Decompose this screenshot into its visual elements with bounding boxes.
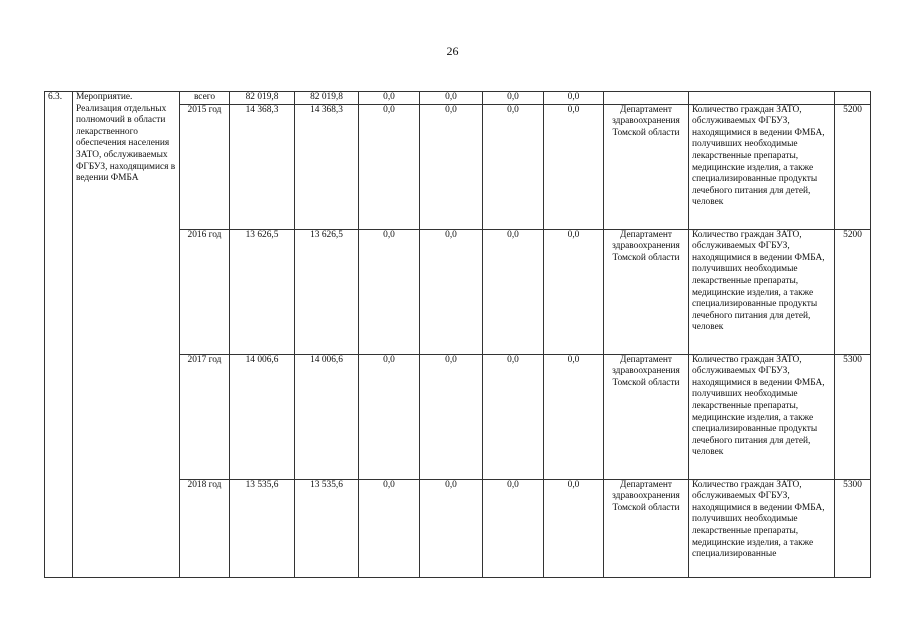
row-index: 6.3. — [45, 92, 73, 578]
year-label: 2018 год — [180, 479, 230, 577]
indicator-cell — [689, 354, 835, 479]
amount-cell: 14 368,3 — [230, 104, 295, 229]
total-cell: 0,0 — [544, 92, 604, 105]
indicator-text: Количество граждан ЗАТО, обслуживаемых ФГБУЗ, находящимися в ведении ФМБА, получивших необходимые лекарственные препараты, медицинские изделия, а также специализированные продукты лечебного питания для детей, человек — [692, 354, 825, 458]
amount-cell: 0,0 — [420, 229, 483, 354]
amount-cell: 13 626,5 — [295, 229, 359, 354]
indicator-text: Количество граждан ЗАТО, обслуживаемых ФГБУЗ, находящимися в ведении ФМБА, получивших необходимые лекарственные препараты, медицинские изделия, а также специализированные продукты лечебного питания для детей, человек — [692, 104, 825, 208]
executor-cell: Департамент здравоохранения Томской области — [604, 479, 689, 577]
amount-cell: 0,0 — [359, 104, 420, 229]
year-label: 2016 год — [180, 229, 230, 354]
amount-cell: 0,0 — [359, 229, 420, 354]
amount-cell: 13 626,5 — [230, 229, 295, 354]
total-cell: 82 019,8 — [230, 92, 295, 105]
empty-cell — [604, 92, 689, 105]
total-label: всего — [180, 92, 230, 105]
indicator-value: 5300 — [835, 479, 871, 577]
amount-cell: 0,0 — [483, 479, 544, 577]
executor-cell: Департамент здравоохранения Томской области — [604, 104, 689, 229]
amount-cell: 0,0 — [420, 104, 483, 229]
amount-cell: 14 368,3 — [295, 104, 359, 229]
amount-cell: 0,0 — [544, 104, 604, 229]
executor-cell: Департамент здравоохранения Томской области — [604, 229, 689, 354]
indicator-text: Количество граждан ЗАТО, обслуживаемых ФГБУЗ, находящимися в ведении ФМБА, получивших необходимые лекарственные препараты, медицинские изделия, а также специализированные — [692, 479, 825, 560]
amount-cell: 0,0 — [359, 354, 420, 479]
amount-cell: 14 006,6 — [230, 354, 295, 479]
amount-cell: 14 006,6 — [295, 354, 359, 479]
indicator-value: 5200 — [835, 229, 871, 354]
indicator-cell — [689, 104, 835, 229]
empty-cell — [835, 92, 871, 105]
measure-name: Мероприятие. Реализация отдельных полномочий в области лекарственного обеспечения населения ЗАТО, обслуживаемых ФГБУЗ, находящимися в ведении ФМБА — [73, 92, 180, 578]
amount-cell: 0,0 — [544, 479, 604, 577]
total-cell: 82 019,8 — [295, 92, 359, 105]
amount-cell: 0,0 — [544, 229, 604, 354]
page-number: 26 — [446, 44, 459, 58]
total-cell: 0,0 — [420, 92, 483, 105]
indicator-text: Количество граждан ЗАТО, обслуживаемых ФГБУЗ, находящимися в ведении ФМБА, получивших необходимые лекарственные препараты, медицинские изделия, а также специализированные продукты лечебного питания для детей, человек — [692, 229, 825, 333]
year-label: 2015 год — [180, 104, 230, 229]
indicator-value: 5300 — [835, 354, 871, 479]
total-cell: 0,0 — [483, 92, 544, 105]
indicator-cell — [689, 479, 835, 577]
amount-cell: 0,0 — [483, 229, 544, 354]
year-label: 2017 год — [180, 354, 230, 479]
amount-cell: 0,0 — [483, 104, 544, 229]
amount-cell: 13 535,6 — [230, 479, 295, 577]
amount-cell: 13 535,6 — [295, 479, 359, 577]
amount-cell: 0,0 — [483, 354, 544, 479]
program-table — [44, 91, 871, 578]
indicator-value: 5200 — [835, 104, 871, 229]
amount-cell: 0,0 — [544, 354, 604, 479]
total-row — [45, 92, 871, 105]
indicator-cell — [689, 229, 835, 354]
amount-cell: 0,0 — [359, 479, 420, 577]
amount-cell: 0,0 — [420, 354, 483, 479]
executor-cell: Департамент здравоохранения Томской области — [604, 354, 689, 479]
empty-cell — [689, 92, 835, 105]
total-cell: 0,0 — [359, 92, 420, 105]
amount-cell: 0,0 — [420, 479, 483, 577]
